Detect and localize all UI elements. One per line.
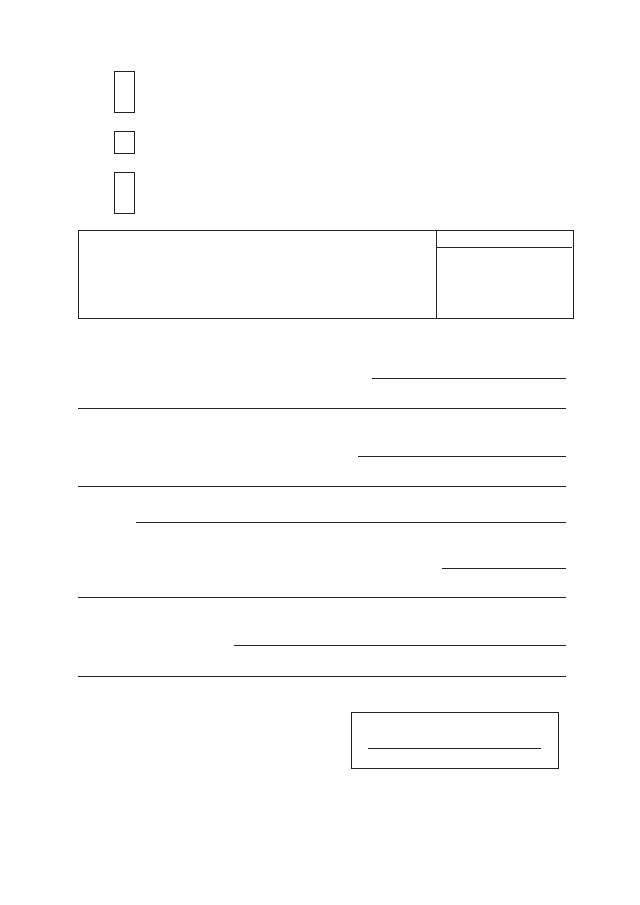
field-33-input-continued[interactable]: [78, 597, 566, 598]
signature-header-rule: [437, 247, 572, 248]
field-31-input-continued[interactable]: [78, 486, 566, 487]
field-34-input-continued[interactable]: [78, 676, 566, 677]
option-checkbox-incapacitated[interactable]: [114, 131, 135, 154]
notice-column-divider: [436, 230, 437, 318]
field-31-input[interactable]: [358, 456, 566, 457]
field-30-input[interactable]: [372, 378, 566, 379]
field-33-input[interactable]: [442, 568, 566, 569]
option-checkbox-ward-child[interactable]: [114, 71, 135, 113]
field-30-input-continued[interactable]: [78, 408, 566, 409]
field-34-input[interactable]: [234, 645, 566, 646]
option-checkbox-own-child[interactable]: [114, 172, 135, 214]
applicant-signature-line[interactable]: [368, 748, 541, 749]
applicant-signature-box: [351, 712, 559, 769]
notice-signature-cell[interactable]: [438, 249, 570, 316]
field-32-input[interactable]: [136, 522, 566, 523]
